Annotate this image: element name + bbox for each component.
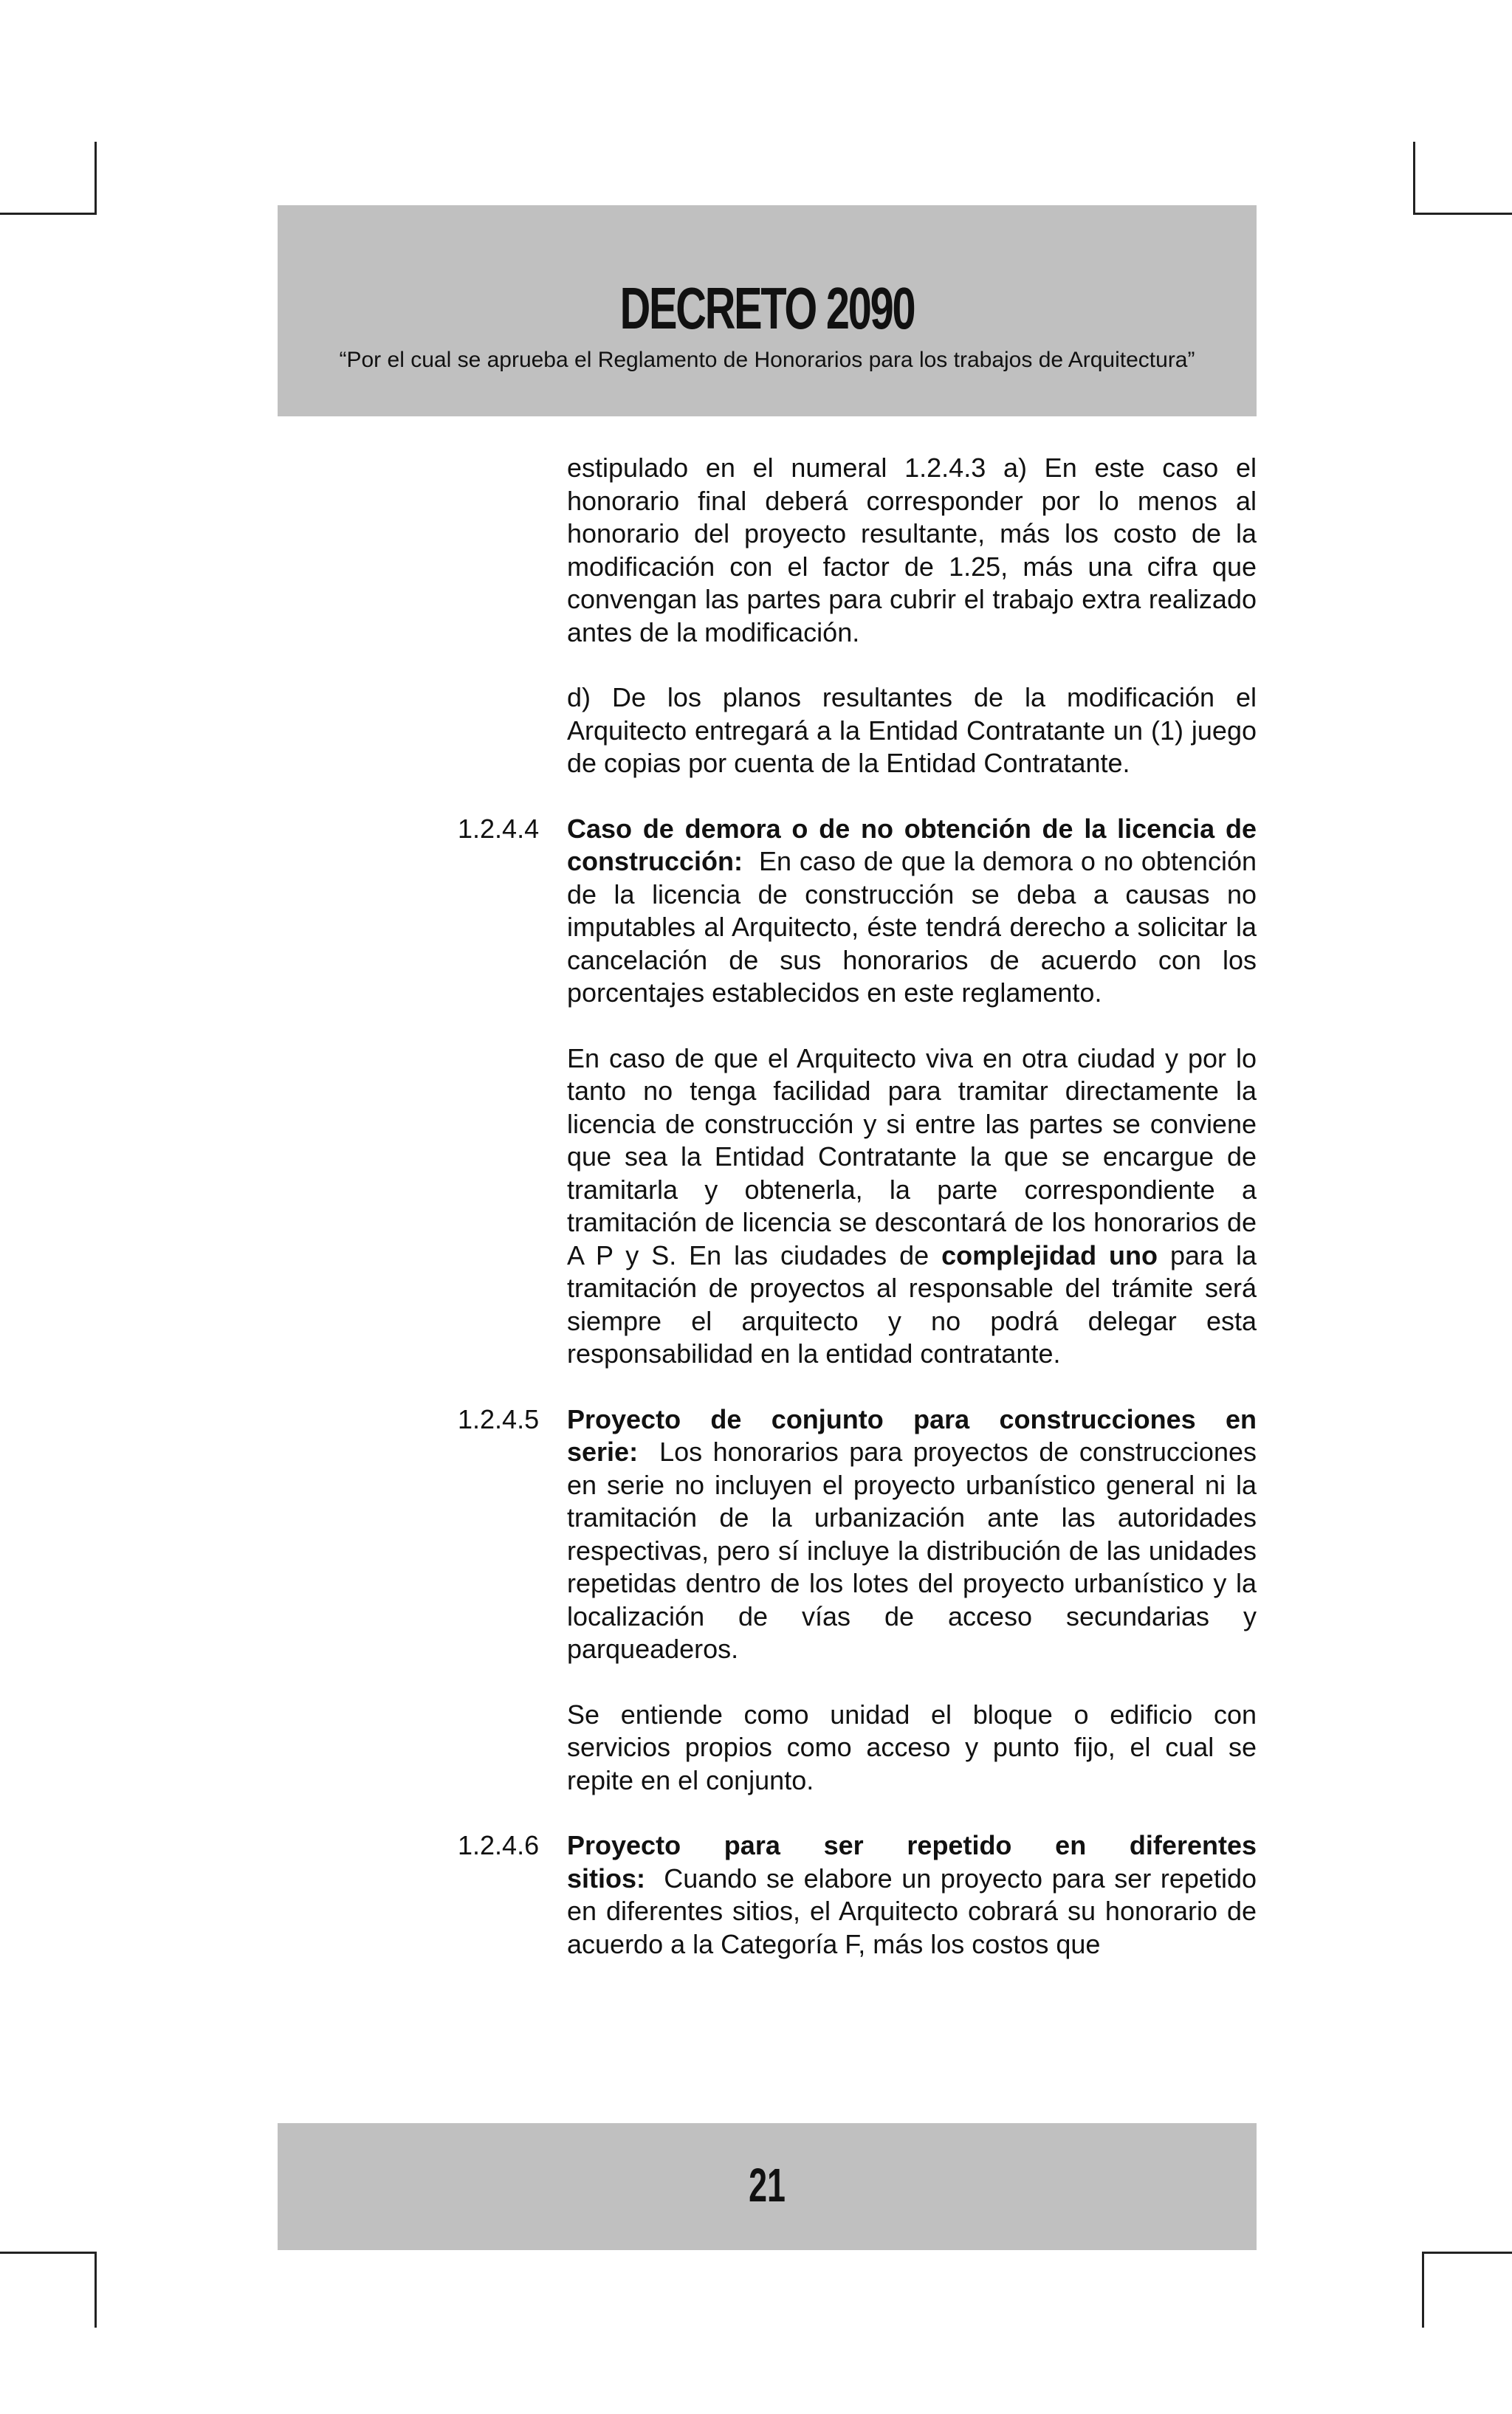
section-heading: Proyecto de conjunto para construcciones en serie:: [567, 1403, 1257, 1467]
section-heading: Caso de demora o de no obtención de la licencia de construcción:: [567, 813, 1257, 876]
section-heading: Proyecto para ser repetido en diferentes sitios:: [567, 1830, 1257, 1894]
header-band: [278, 205, 1257, 416]
page-number: 21: [749, 2159, 786, 2212]
document-body: [458, 452, 1257, 1993]
section-1-2-4-4: [458, 813, 1257, 1371]
section-number: 1.2.4.4: [458, 813, 540, 844]
section-extra-bold: complejidad uno: [941, 1239, 1158, 1270]
section-text: Los honorarios para proyectos de construcciones en serie no incluyen el proyecto urbanístico general ni la tramitación de la urbanización ante las autoridades respectivas, pero sí incluye la distribución de las unidades repetidas dentro de los lotes del proyecto urbanístico y la localización de vías de acceso secundarias y parqueaderos.: [567, 1437, 1257, 1664]
section-number: 1.2.4.5: [458, 1403, 540, 1434]
section-extra-paragraph: Se entiende como unidad el bloque o edificio con servicios propios como acceso y punto fijo, el cual se repite en el conjunto.: [567, 1699, 1257, 1795]
section-1-2-4-5: [458, 1403, 1257, 1798]
section-first-paragraph: [458, 813, 1257, 1010]
crop-mark-top-right: [1413, 142, 1512, 215]
section-extra-text-before: En caso de que el Arquitecto viva en otra ciudad y por lo tanto no tenga facilidad para tramitar directamente la licencia de construcción y si entre las partes se conviene que sea la Entidad Contratante la que se encargue de tramitarla y obtenerla, la parte correspondiente a tramitación de licencia se descontará de los honorarios de A P y S. En las ciudades de: [567, 1042, 1257, 1270]
footer-band: [278, 2123, 1257, 2250]
section-extra-text-after: para la tramitación de proyectos al responsable del trámite será siempre el arquitecto y no podrá delegar esta responsabilidad en la entidad contratante.: [567, 1239, 1257, 1369]
section-first-paragraph: [458, 1403, 1257, 1666]
section-text: Cuando se elabore un proyecto para ser repetido en diferentes sitios, el Arquitecto cobrará su honorario de acuerdo a la Categoría F, más los costos que: [567, 1863, 1257, 1959]
section-extra-paragraph: [567, 1042, 1257, 1371]
document-title: DECRETO 2090: [619, 275, 915, 341]
crop-mark-bottom-right: [1422, 2252, 1512, 2328]
section-number: 1.2.4.6: [458, 1830, 540, 1860]
section-first-paragraph: [458, 1829, 1257, 1961]
crop-mark-top-left: [0, 142, 97, 215]
section-text: En caso de que la demora o no obtención de la licencia de construcción se deba a causas no imputables al Arquitecto, éste tendrá derecho a solicitar la cancelación de sus honorarios de acuerdo con los porcentajes establecidos en este reglamento.: [567, 846, 1257, 1008]
crop-mark-bottom-left: [0, 2252, 97, 2328]
section-1-2-4-6: [458, 1829, 1257, 1961]
paragraph-d: d) De los planos resultantes de la modificación el Arquitecto entregará a la Entidad Contratante un (1) juego de copias por cuenta de la Entidad Contratante.: [567, 682, 1257, 778]
document-subtitle: “Por el cual se aprueba el Reglamento de Honorarios para los trabajos de Arquitectura”: [339, 348, 1195, 372]
continuation-paragraph: estipulado en el numeral 1.2.4.3 a) En este caso el honorario final deberá corresponder por lo menos al honorario del proyecto resultante, más los costo de la modificación con el factor de 1.25, más una cifra que convengan las partes para cubrir el trabajo extra realizado antes de la modificación.: [567, 453, 1257, 647]
